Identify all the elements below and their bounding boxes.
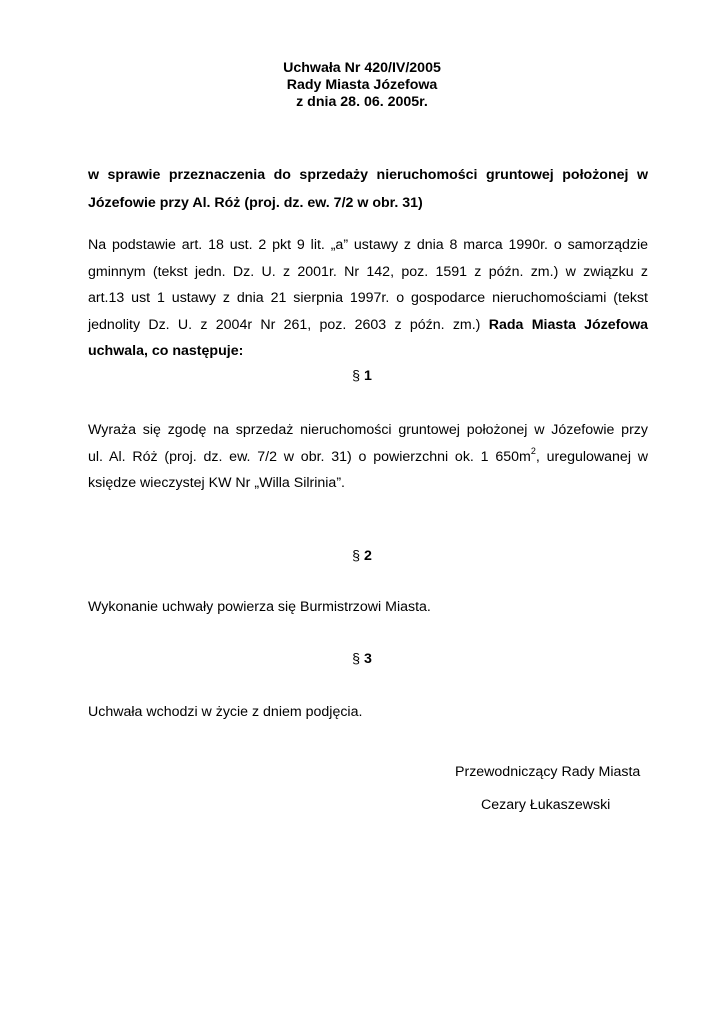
paragraph-line: gminnym (tekst jedn. Dz. U. z 2001r. Nr 142, poz. 1591 z późn. zm.) w związku z <box>88 263 648 280</box>
paragraph-line <box>88 312 648 339</box>
superscript: 2 <box>530 445 536 456</box>
paragraph-line: księdze wieczystej KW Nr „Willa Silrinia”. <box>88 475 345 491</box>
section-1-paragraph <box>88 417 648 497</box>
section-number: 3 <box>363 651 372 667</box>
council-bold-text: Rada Miasta Józefowa <box>488 316 649 333</box>
paragraph-line: Na podstawie art. 18 ust. 2 pkt 9 lit. „a” ustawy z dnia 8 marca 1990r. o samorządzie <box>88 237 648 253</box>
resolution-subject <box>88 161 648 217</box>
section-number: 1 <box>363 368 372 384</box>
paragraph-line: Wyraża się zgodę na sprzedaż nieruchomości gruntowej położonej w Józefowie przy <box>88 422 648 438</box>
legal-basis-paragraph <box>88 232 648 365</box>
council-name: Rady Miasta Józefowa <box>286 77 438 93</box>
section-heading-2 <box>0 548 724 564</box>
resolution-header <box>0 60 724 111</box>
section-heading-3 <box>0 651 724 667</box>
section-heading-1 <box>0 368 724 384</box>
section-2-text: Wykonanie uchwały powierza się Burmistrzowi Miasta. <box>88 599 431 615</box>
paragraph-text: ul. Al. Róż (proj. dz. ew. 7/2 w obr. 31) o powierzchni ok. 1 650m <box>88 448 531 465</box>
signature-name: Cezary Łukaszewski <box>481 797 611 813</box>
paragraph-line <box>88 444 648 471</box>
paragraph-line: art.13 ust 1 ustawy z dnia 21 sierpnia 1997r. o gospodarce nieruchomościami (tekst <box>88 290 648 306</box>
resolution-number: Uchwała Nr 420/IV/2005 <box>283 60 441 76</box>
section-symbol: § <box>352 548 361 564</box>
section-symbol: § <box>352 368 361 384</box>
section-3-text: Uchwała wchodzi w życie z dniem podjęcia. <box>88 704 363 720</box>
subject-line: Józefowie przy Al. Róż (proj. dz. ew. 7/2 w obr. 31) <box>88 195 423 211</box>
subject-line: w sprawie przeznaczenia do sprzedaży nieruchomości gruntowej położonej w <box>88 167 648 183</box>
resolution-date: z dnia 28. 06. 2005r. <box>296 94 428 110</box>
paragraph-text: jednolity Dz. U. z 2004r Nr 261, poz. 2603 z późn. zm.) <box>88 316 481 333</box>
section-symbol: § <box>352 651 361 667</box>
paragraph-text: , uregulowanej w <box>535 448 649 465</box>
paragraph-line: uchwala, co następuje: <box>88 343 244 359</box>
section-number: 2 <box>363 548 372 564</box>
signature-title: Przewodniczący Rady Miasta <box>455 764 641 780</box>
